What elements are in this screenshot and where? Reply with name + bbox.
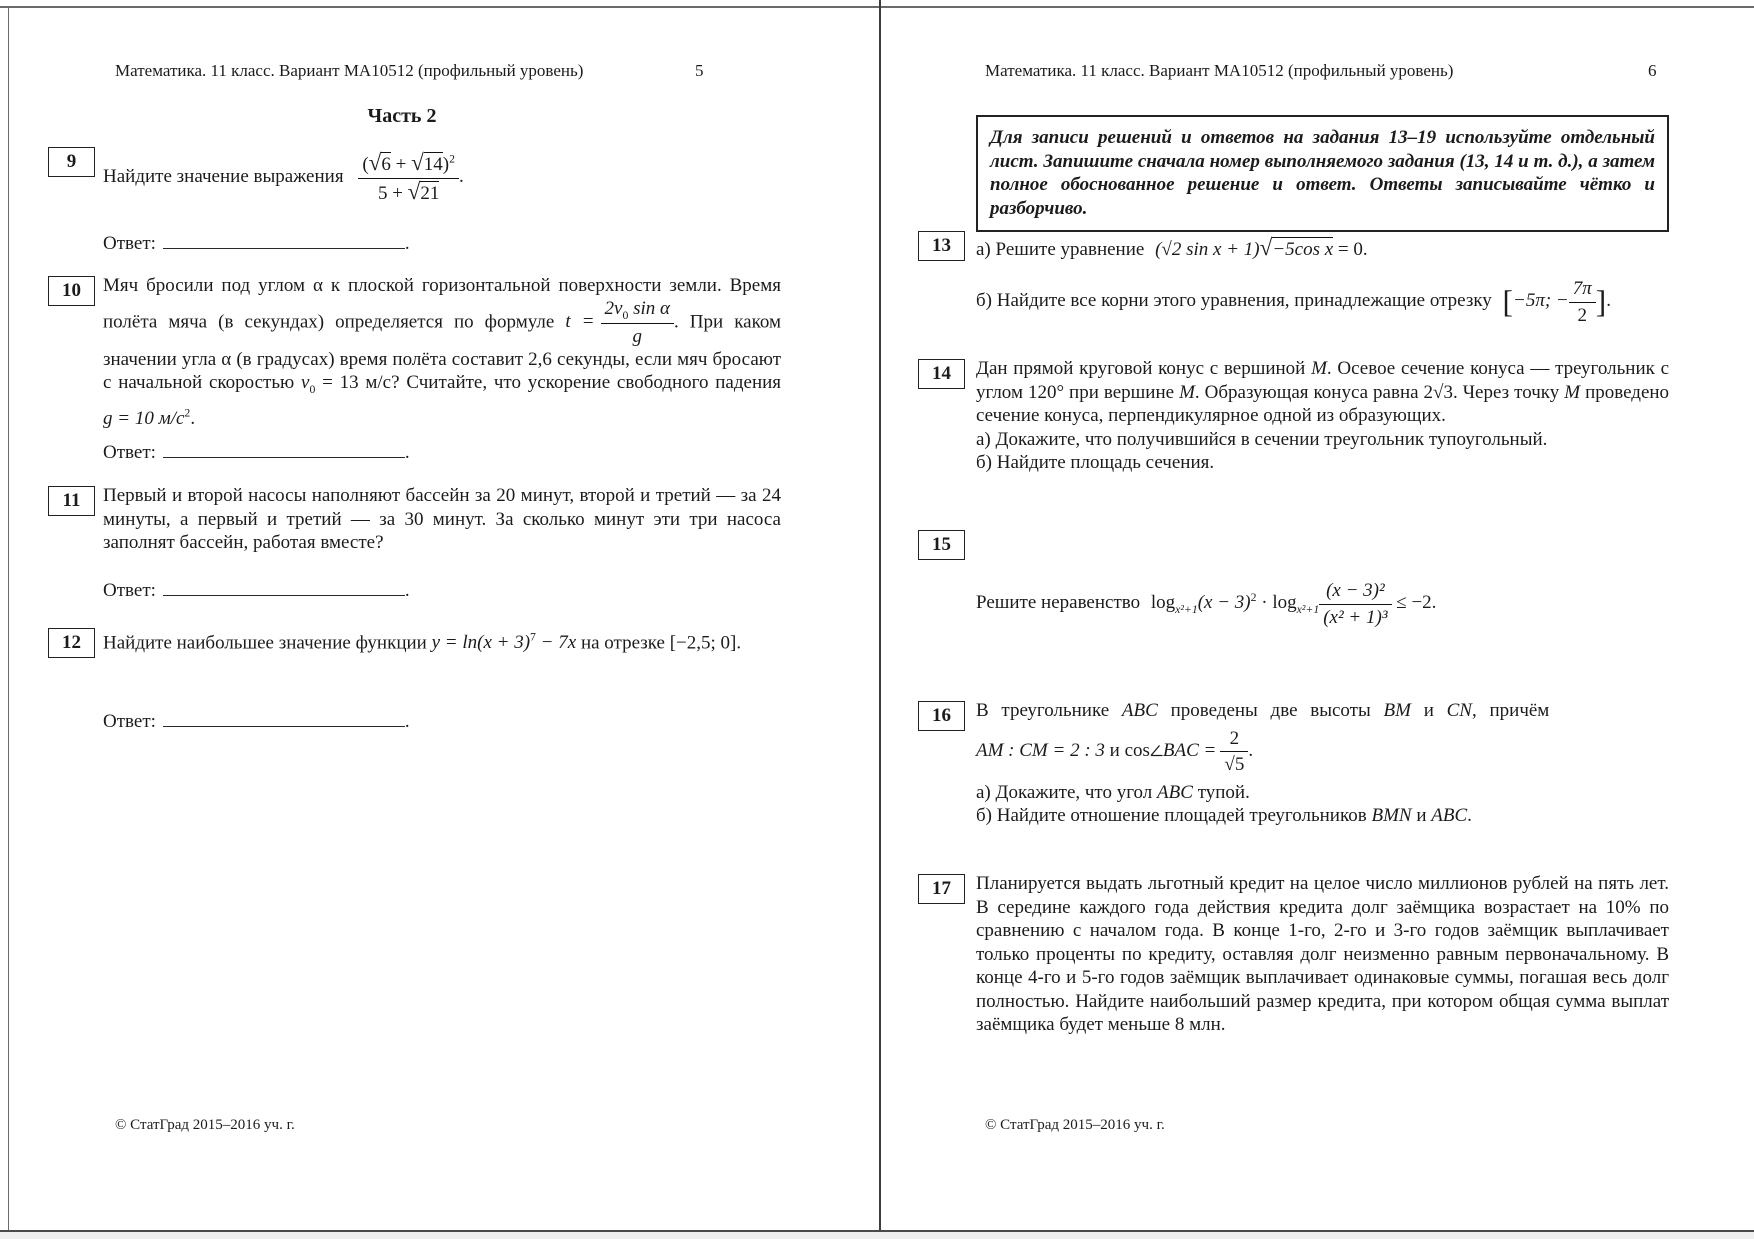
text-segment: Дан прямой круговой конус с вершиной: [976, 358, 1306, 379]
problem-10-statement: [103, 274, 781, 430]
fraction-numerator: [358, 152, 459, 178]
log-argument: (x − 3): [1197, 592, 1251, 614]
exponent: 2: [449, 152, 456, 166]
answer-label: Ответ:: [103, 442, 156, 463]
problem-17-number-box: [918, 874, 965, 904]
paren: (: [362, 154, 369, 176]
problem-number: 14: [932, 363, 951, 384]
problem-number: 15: [932, 534, 951, 555]
header-title: Математика. 11 класс. Вариант МА10512 (профильный уровень): [985, 61, 1454, 80]
text-segment: Считайте, что ускорение свободного падения: [406, 372, 782, 394]
fraction: [1319, 580, 1391, 628]
radical-sign: √: [368, 150, 382, 177]
angle-name: BAC =: [1162, 739, 1217, 761]
radical-sign: √: [407, 178, 421, 205]
radical-sign: √: [411, 150, 424, 177]
variable: ABC: [1157, 781, 1193, 803]
variable: M: [1311, 358, 1327, 379]
fraction: [1220, 728, 1248, 776]
multiplication-dot: ·: [1256, 592, 1273, 614]
radicand: 14: [423, 154, 443, 176]
text-segment: и: [1416, 805, 1427, 826]
answer-label: Ответ:: [103, 233, 156, 254]
answer-period: .: [404, 442, 410, 463]
problem-number: 16: [932, 705, 951, 726]
text-segment: тупой.: [1197, 781, 1250, 803]
text-segment: б) Найдите отношение площадей треугольников: [976, 805, 1367, 826]
fraction: [358, 152, 459, 204]
problem-16-number-box: [918, 701, 965, 731]
paren: ): [442, 154, 450, 176]
text-segment: Решите неравенство: [976, 592, 1141, 614]
problem-number: 10: [62, 280, 81, 301]
problem-14-part-b: б) Найдите площадь сечения.: [976, 452, 1215, 473]
text-segment: на отрезке: [580, 632, 665, 654]
section-title: Часть 2: [367, 105, 437, 127]
log-base: x²+1: [1175, 603, 1198, 617]
text-segment: а) Докажите, что угол: [976, 781, 1153, 803]
interval: [670, 632, 741, 653]
footer-copyright: © СтатГрад 2015–2016 уч. г.: [985, 1117, 1165, 1133]
header-title: Математика. 11 класс. Вариант МА10512 (профильный уровень): [115, 61, 584, 80]
problem-10-number-box: [48, 276, 95, 306]
problem-14: [932, 357, 1670, 475]
initial-speed-value: [301, 372, 400, 397]
answer-blank: [163, 581, 405, 596]
formula-function: [432, 632, 577, 653]
text-segment: −5π; −: [1513, 290, 1569, 312]
subscript: 0: [309, 383, 316, 397]
text-segment: . Образующая конуса равна 2√3. Через точку: [1194, 381, 1560, 403]
text-segment: В треугольнике: [976, 700, 1110, 721]
problem-number: 17: [932, 878, 951, 899]
text-segment: проведено сечение конуса, перпендикулярное одной из образующих.: [976, 381, 1670, 426]
problem-16-part-b: [976, 804, 1669, 828]
fraction-denominator: [358, 179, 459, 204]
period: .: [190, 407, 196, 429]
text-segment: 5 +: [377, 182, 408, 204]
problem-16-line1: [976, 699, 1669, 723]
footer-copyright: © СтатГрад 2015–2016 уч. г.: [115, 1117, 295, 1133]
text-segment: sin α: [628, 297, 670, 319]
answer-line-12: [103, 711, 781, 733]
variable: M: [1179, 381, 1195, 403]
text-segment: . При каком значении угла α (в градусах) время полёта составит 2,6 секунды, если мяч бросают с начальной скоростью: [103, 310, 781, 394]
answer-blank: [163, 234, 405, 249]
fraction-denominator: √5: [1224, 754, 1245, 775]
fraction-numerator: 7π: [1569, 278, 1596, 302]
cos-function: cos: [1124, 739, 1150, 761]
answer-blank: [163, 443, 405, 458]
variable: BM: [1383, 700, 1411, 721]
problem-9: [66, 139, 781, 217]
answer-line-10: [103, 442, 781, 464]
text-segment: проведены две высоты: [1170, 700, 1371, 721]
text-segment: б) Найдите все корни этого уравнения, принадлежащие отрезку: [976, 290, 1492, 312]
page-number: 6: [1648, 61, 1657, 80]
variable: ABC: [1121, 700, 1158, 721]
angle-icon: [1150, 744, 1163, 757]
problem-13-part-a: [976, 229, 1669, 269]
problem-12-statement: [103, 626, 781, 655]
problem-15-number-box: [918, 530, 965, 560]
text-segment: а) Решите уравнение: [976, 239, 1145, 260]
fraction-denominator: (x² + 1)³: [1323, 606, 1388, 628]
text-segment: Найдите наибольшее значение функции: [103, 632, 427, 654]
problem-number: 12: [62, 632, 81, 653]
variable: ABC: [1431, 805, 1468, 826]
problem-16-part-a: [976, 781, 1669, 805]
period: .: [1248, 739, 1254, 761]
problem-14-statement: [976, 357, 1669, 428]
period: .: [459, 166, 464, 188]
problem-9-statement: [103, 152, 464, 204]
problem-13-number-box: [918, 231, 965, 261]
variable: g = 10 м/с: [103, 407, 185, 429]
fraction-denominator: 2: [1577, 304, 1588, 326]
page-5: [9, 5, 879, 1232]
answer-blank: [163, 712, 405, 727]
problem-11: [62, 484, 781, 555]
period: .: [1467, 805, 1472, 826]
bottom-strip: [0, 1232, 1754, 1239]
problem-number: 9: [66, 151, 77, 172]
problem-15-statement: [976, 562, 1669, 646]
text-segment: и: [1104, 739, 1125, 761]
log-function: log: [1272, 592, 1297, 614]
problem-16: [932, 699, 1669, 828]
text-segment: y = ln(x + 3): [431, 632, 531, 654]
period: .: [1606, 290, 1611, 312]
bracket-open: [: [1502, 284, 1513, 320]
fraction-denominator: g: [632, 326, 642, 348]
exponent: 7: [530, 631, 536, 644]
problem-15: [932, 528, 1669, 646]
ratio-equation: AM : CM = 2 : 3: [976, 739, 1105, 761]
text-segment: , причём: [1471, 700, 1550, 721]
fraction: [1569, 278, 1596, 326]
radical-sign: √: [1259, 235, 1273, 261]
problem-16-formula: [976, 723, 1669, 781]
problem-9-number-box: [48, 147, 95, 177]
page-6: [881, 5, 1749, 1232]
problem-number: 13: [932, 235, 951, 256]
formula-lhs: t =: [565, 310, 595, 332]
problem-11-number-box: [48, 486, 95, 516]
log-base: x²+1: [1296, 603, 1320, 617]
text-segment: и: [1423, 700, 1434, 721]
log-function: log: [1150, 592, 1176, 614]
problem-10: [62, 274, 782, 430]
text-segment: = 13 м/с?: [315, 372, 400, 394]
fraction-numerator: (x − 3)²: [1319, 580, 1391, 604]
text-segment: Мяч бросили под углом α к плоской горизонтальной поверхности земли. Время полёта мяча (в секундах) определяется по формуле: [103, 275, 781, 332]
page-number: 5: [695, 61, 704, 80]
answer-line-11: [103, 580, 781, 602]
equation-right: = 0.: [1333, 239, 1368, 260]
text-segment: 2v: [604, 297, 623, 319]
fraction: [601, 298, 674, 348]
problem-11-statement: Первый и второй насосы наполняют бассейн за 20 минут, второй и третий — за 24 минуты, а первый и третий — за 30 минут. За сколько минут эти три насоса заполнят бассейн, работая вместе?: [103, 485, 781, 553]
text-segment: [−2,5; 0]: [669, 632, 737, 654]
problem-13-part-b: [976, 273, 1669, 331]
period: .: [736, 632, 742, 654]
variable: BMN: [1371, 805, 1412, 826]
radicand: −5cos x: [1272, 239, 1334, 260]
variable: M: [1564, 381, 1581, 403]
fraction-numerator: [601, 298, 674, 325]
gravity-value: [103, 408, 195, 429]
answer-period: .: [404, 233, 410, 254]
radicand: 21: [420, 182, 440, 204]
problem-17: [932, 872, 1669, 1037]
instruction-text: Для записи решений и ответов на задания 13–19 используйте отдельный лист. Запишите сначала номер выполняемого задания (13, 14 и т. д.), а затем полное обоснованное решение и ответ. Ответы записывайте чётко и разборчиво.: [990, 127, 1655, 219]
radicand: 6: [381, 154, 391, 176]
answer-label: Ответ:: [103, 711, 156, 732]
variable: CN: [1446, 700, 1472, 721]
problem-14-number-box: [918, 359, 965, 389]
problem-14-part-a: а) Докажите, что получившийся в сечении треугольник тупоугольный.: [976, 428, 1548, 450]
problem-number: 11: [62, 490, 81, 511]
problem-17-statement: Планируется выдать льготный кредит на целое число миллионов рублей на пять лет. В середине каждого года действия кредита долг заёмщика возрастает на 10% по сравнению с началом года. В конце 1-го, 2-го и 3-го годов заёмщик выплачивает только проценты по кредиту, оставляя долг неизменно равным первоначальному. В конце 4-го и 5-го годов заёмщик выплачивает одинаковые суммы, погашая весь долг полностью. Найдите наибольший размер кредита, при котором общая сумма выплат заёмщика будет меньше 8 млн.: [976, 873, 1669, 1035]
bracket-close: ]: [1595, 284, 1607, 320]
exponent: 2: [184, 406, 191, 420]
answer-line-9: [103, 233, 781, 255]
problem-12: [62, 626, 781, 655]
fraction-numerator: 2: [1220, 728, 1248, 752]
subscript: 0: [622, 308, 629, 322]
inequality-right: ≤ −2.: [1391, 592, 1437, 614]
text-segment: − 7x: [535, 632, 577, 654]
text-segment: Найдите значение выражения: [103, 166, 344, 188]
problem-12-number-box: [48, 628, 95, 658]
equation-left: (√2 sin x + 1): [1155, 239, 1260, 260]
instruction-box: [976, 115, 1669, 232]
answer-label: Ответ:: [103, 580, 156, 601]
plus: +: [390, 154, 412, 176]
problem-13: [932, 229, 1669, 331]
answer-period: .: [404, 580, 410, 601]
answer-period: .: [404, 711, 410, 732]
text-segment: . Осевое сечение конуса — треугольник с углом 120° при вершине: [976, 358, 1670, 403]
exponent: 2: [1250, 591, 1257, 605]
variable: v: [301, 372, 310, 394]
